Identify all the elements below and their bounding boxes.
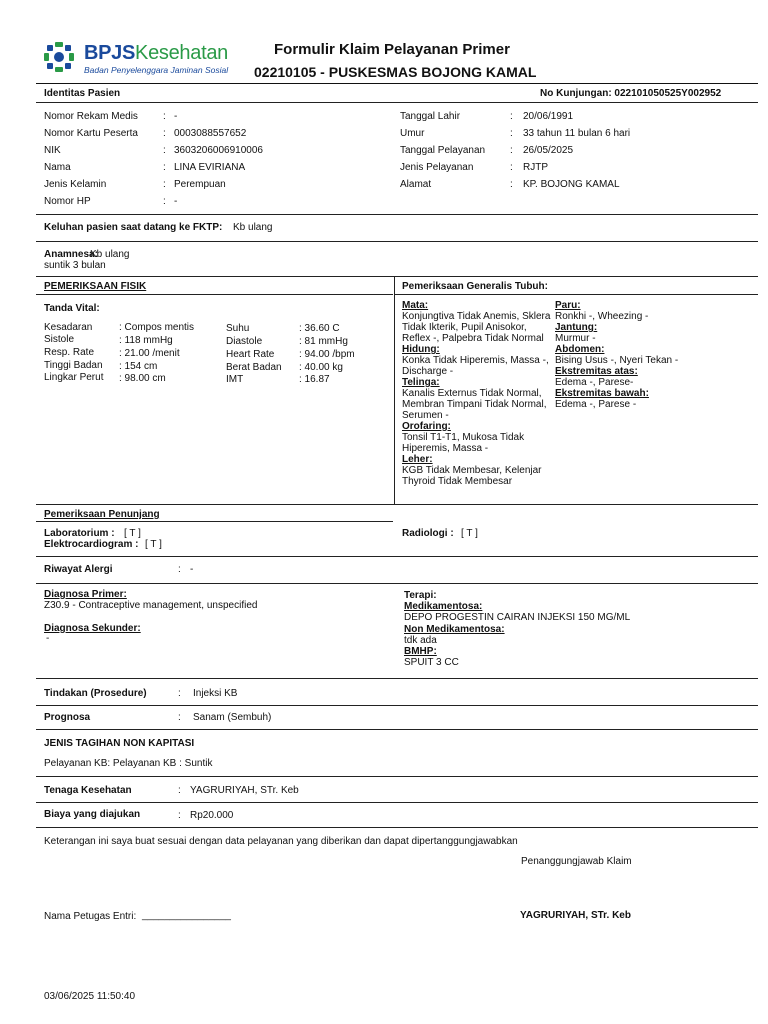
support-exam-title: Pemeriksaan Penunjang — [44, 509, 160, 520]
id-value: 26/05/2025 — [523, 145, 574, 156]
ekg-label: Elektrocardiogram : — [44, 539, 139, 550]
vital-value: : 98.00 cm — [119, 373, 166, 384]
id-value: 3603206006910006 — [174, 145, 263, 156]
vital-label: Lingkar Perut — [44, 372, 104, 383]
health-worker-label: Tenaga Kesehatan — [44, 785, 132, 796]
exam-head: Leher: — [402, 454, 433, 465]
general-col1 — [402, 300, 552, 487]
exam-text: Tonsil T1-T1, Mukosa Tidak Hiperemis, Massa - — [402, 432, 525, 454]
vital-value: : 40.00 kg — [299, 362, 343, 373]
exam-head: Ekstremitas bawah: — [555, 388, 649, 399]
printed-timestamp: 03/06/2025 11:50:40 — [44, 991, 136, 1002]
id-label: Nomor HP — [44, 196, 91, 207]
medication-label: Medikamentosa: — [404, 601, 483, 612]
ekg-value: [ T ] — [145, 539, 162, 550]
billing-value: Pelayanan KB: Pelayanan KB : Suntik — [44, 758, 213, 769]
vital-value: : 21.00 /menit — [119, 348, 180, 359]
vital-label: Berat Badan — [226, 362, 282, 373]
primary-diagnosis-value: Z30.9 - Contraceptive management, unspecified — [44, 600, 258, 611]
vital-label: Suhu — [226, 323, 250, 334]
id-value: 0003088557652 — [174, 128, 247, 139]
vital-value: : 154 cm — [119, 361, 158, 372]
bpjs-logo — [44, 40, 229, 80]
billing-title: JENIS TAGIHAN NON KAPITASI — [44, 738, 195, 749]
anamnesa-value-2: suntik 3 bulan — [44, 260, 106, 271]
allergy-label: Riwayat Alergi — [44, 564, 113, 575]
exam-text: KGB Tidak Membesar, Kelenjar Thyroid Tidak Membesar — [402, 465, 542, 487]
id-value: - — [174, 111, 178, 122]
id-value: RJTP — [523, 162, 548, 173]
exam-head: Orofaring: — [402, 421, 451, 432]
therapy-label: Terapi: — [404, 590, 437, 601]
lab-value: [ T ] — [124, 528, 141, 539]
id-label: Jenis Pelayanan — [400, 162, 474, 173]
allergy-value: - — [190, 564, 194, 575]
vital-label: Tinggi Badan — [44, 360, 103, 371]
lab-label: Laboratorium : — [44, 528, 115, 539]
vital-value: : 81 mmHg — [299, 336, 348, 347]
logo-brand-sub: Kesehatan — [135, 42, 228, 64]
cost-label: Biaya yang diajukan — [44, 809, 141, 820]
vital-signs-title: Tanda Vital: — [44, 303, 100, 314]
id-label: NIK — [44, 145, 61, 156]
primary-diagnosis-label: Diagnosa Primer: — [44, 589, 127, 600]
id-value: 20/06/1991 — [523, 111, 574, 122]
signature-title: Penanggungjawab Klaim — [521, 856, 632, 867]
general-exam-title: Pemeriksaan Generalis Tubuh: — [402, 281, 548, 292]
radiology-value: [ T ] — [461, 528, 478, 539]
vital-value: : 94.00 /bpm — [299, 349, 355, 360]
bpjs-emblem-icon — [44, 42, 74, 72]
anamnesa-label: Anamnesa: — [44, 249, 98, 260]
exam-head: Mata: — [402, 300, 429, 311]
form-title: Formulir Klaim Pelayanan Primer — [274, 41, 510, 58]
prognosis-value: Sanam (Sembuh) — [193, 712, 272, 723]
vital-label: IMT — [226, 374, 244, 385]
exam-text: Murmur - — [555, 333, 596, 344]
id-label: Nama — [44, 162, 71, 173]
logo-tagline: Badan Penyelenggara Jaminan Sosial — [84, 65, 229, 75]
secondary-diagnosis-label: Diagnosa Sekunder: — [44, 623, 141, 634]
id-label: Umur — [400, 128, 425, 139]
id-label: Tanggal Pelayanan — [400, 145, 486, 156]
id-label: Alamat — [400, 179, 432, 190]
exam-text: Konka Tidak Hiperemis, Massa -, Discharge - — [402, 355, 549, 377]
id-value: 33 tahun 11 bulan 6 hari — [523, 128, 631, 139]
entry-officer-label: Nama Petugas Entri: — [44, 911, 137, 922]
procedure-value: Injeksi KB — [193, 688, 238, 699]
vital-value: : 16.87 — [299, 374, 330, 385]
signer-name: YAGRURIYAH, STr. Keb — [520, 910, 631, 921]
identity-section-label: Identitas Pasien — [44, 88, 121, 99]
vital-value: : Compos mentis — [119, 322, 195, 333]
id-value: Perempuan — [174, 179, 226, 190]
secondary-diagnosis-value: - — [46, 633, 50, 644]
exam-text: Konjungtiva Tidak Anemis, Sklera Tidak Ikterik, Pupil Anisokor, Reflex -, Palpebra Tidak Normal — [402, 311, 551, 344]
vital-label: Diastole — [226, 336, 263, 347]
statement-text: Keterangan ini saya buat sesuai dengan data pelayanan yang diberikan dan dapat dipertanggungjawabkan — [44, 836, 518, 847]
facility-subtitle: 02210105 - PUSKESMAS BOJONG KAMAL — [254, 64, 537, 80]
vital-value: : 36.60 C — [299, 323, 340, 334]
vital-value: : 118 mmHg — [119, 335, 173, 346]
non-medication-value: tdk ada — [404, 635, 437, 646]
id-value: LINA EVIRIANA — [174, 162, 246, 173]
vital-label: Heart Rate — [226, 349, 275, 360]
radiology-label: Radiologi : — [402, 528, 454, 539]
id-value: KP. BOJONG KAMAL — [523, 179, 620, 190]
exam-text: Ronkhi -, Wheezing - — [555, 311, 649, 322]
id-label: Nomor Rekam Medis — [44, 111, 138, 122]
entry-officer-line: ________________ — [142, 910, 231, 921]
exam-text: Edema -, Parese - — [555, 399, 637, 410]
prognosis-label: Prognosa — [44, 712, 91, 723]
exam-head: Hidung: — [402, 344, 440, 355]
id-label: Jenis Kelamin — [44, 179, 107, 190]
vital-label: Resp. Rate — [44, 347, 95, 358]
physical-exam-title: PEMERIKSAAN FISIK — [44, 281, 147, 292]
vital-label: Sistole — [44, 334, 75, 345]
health-worker-value: YAGRURIYAH, STr. Keb — [190, 785, 299, 796]
medication-value: DEPO PROGESTIN CAIRAN INJEKSI 150 MG/ML — [404, 612, 631, 623]
anamnesa-value: Kb ulang — [90, 249, 130, 260]
id-label: Nomor Kartu Peserta — [44, 128, 138, 139]
general-col2 — [555, 300, 705, 410]
visit-number: No Kunjungan: 022101050525Y002952 — [540, 88, 722, 99]
exam-head: Abdomen: — [555, 344, 605, 355]
cost-value: Rp20.000 — [190, 810, 234, 821]
exam-text: Edema -, Parese- — [555, 377, 634, 388]
exam-head: Telinga: — [402, 377, 440, 388]
exam-head: Ekstremitas atas: — [555, 366, 638, 377]
exam-head: Jantung: — [555, 322, 598, 333]
bmhp-value: SPUIT 3 CC — [404, 657, 459, 668]
complaint-value: Kb ulang — [233, 222, 273, 233]
bmhp-label: BMHP: — [404, 646, 437, 657]
non-medication-label: Non Medikamentosa: — [404, 624, 505, 635]
exam-text: Kanalis Externus Tidak Normal, Membran Timpani Tidak Normal, Serumen - — [402, 388, 547, 421]
procedure-label: Tindakan (Prosedure) — [44, 688, 147, 699]
complaint-label: Keluhan pasien saat datang ke FKTP: — [44, 222, 223, 233]
vital-label: Kesadaran — [44, 322, 93, 333]
exam-head: Paru: — [555, 300, 581, 311]
logo-brand-main: BPJS — [84, 42, 136, 64]
id-label: Tanggal Lahir — [400, 111, 461, 122]
id-value: - — [174, 196, 178, 207]
exam-text: Bising Usus -, Nyeri Tekan - — [555, 355, 679, 366]
